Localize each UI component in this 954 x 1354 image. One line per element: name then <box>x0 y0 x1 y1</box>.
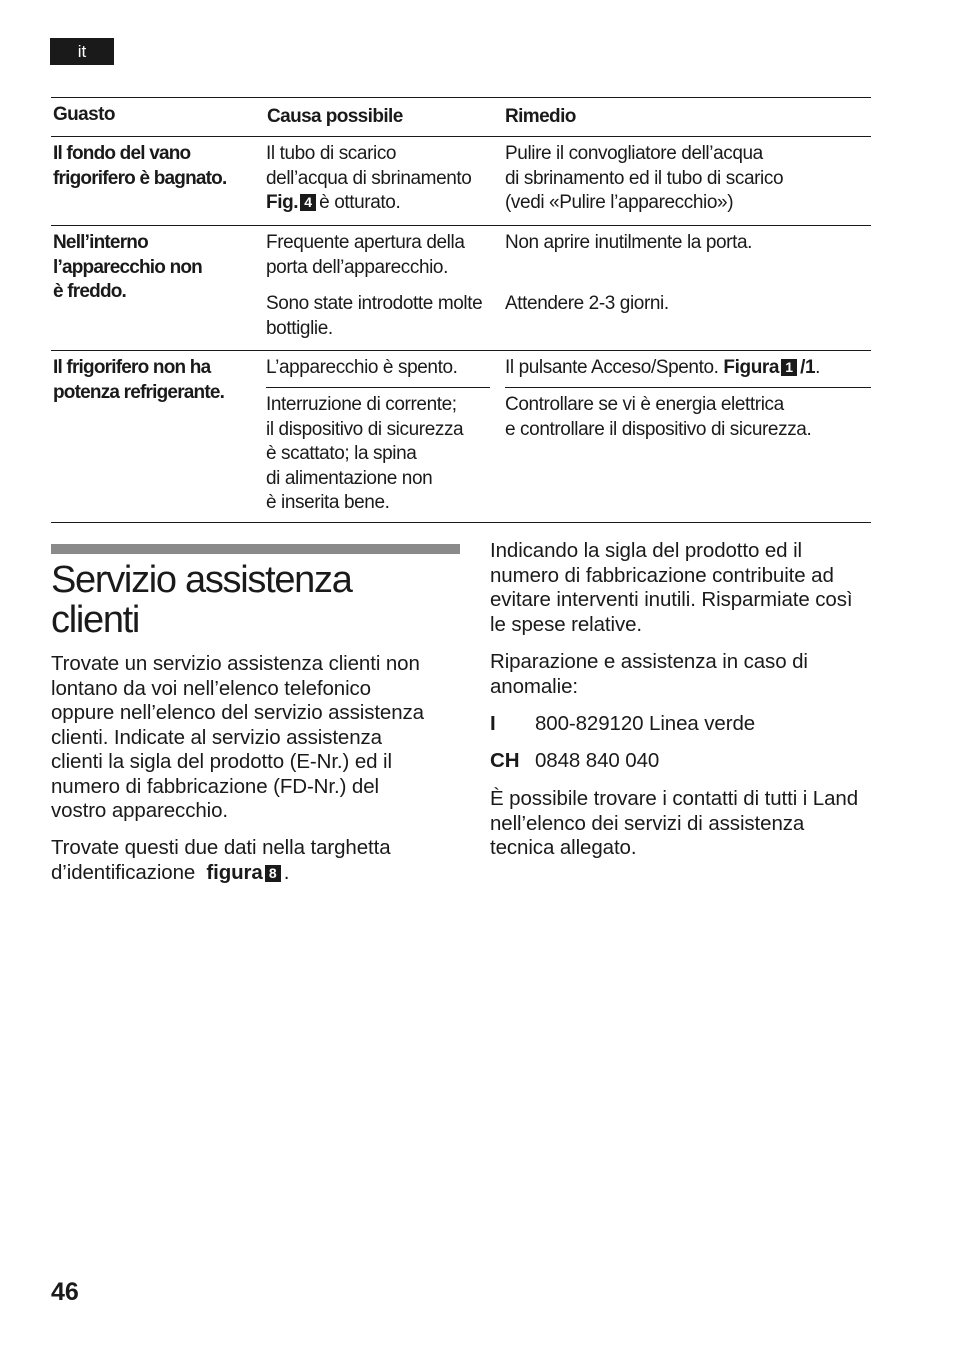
row2-cause2: Sono state introdotte molte bottiglie. <box>266 293 483 339</box>
row2-rule <box>51 350 871 351</box>
right-paragraph-1: Indicando la sigla del prodotto ed il numero di fabbricazione contribuite ad evitare interventi inutili. Risparmiate così le spese relative. <box>490 539 853 636</box>
row3-remedy2: Controllare se vi è energia elettrica e controllare il dispositivo di sicurezza. <box>505 394 812 440</box>
fig-number-badge: 4 <box>300 194 316 211</box>
figura-8-label: figura <box>206 860 263 884</box>
row1-fault: Il fondo del vano frigorifero è bagnato. <box>53 143 227 189</box>
row1-remedy: Pulire il convogliatore dell’acqua di sbrinamento ed il tubo di scarico (vedi «Pulire l’apparecchio») <box>505 143 784 213</box>
contact-value-italy: 800-829120 Linea verde <box>535 712 756 735</box>
row1-cause: Il tubo di scarico dell’acqua di sbrinamento Fig. 4 è otturato. <box>266 143 472 213</box>
figura-ref-label: Figura <box>723 357 780 378</box>
row2-remedy1: Non aprire inutilmente la porta. <box>505 232 753 253</box>
fig-ref-label: Fig. <box>266 192 299 213</box>
right-paragraph-2: Riparazione e assistenza in caso di anomalie: <box>490 650 808 698</box>
figura-8-badge: 8 <box>265 865 281 882</box>
contact-code-switzerland: CH <box>490 749 520 772</box>
row2-cause1: Frequente apertura della porta dell’apparecchio. <box>266 232 465 278</box>
header-cause: Causa possibile <box>267 106 403 127</box>
contact-code-italy: I <box>490 712 496 735</box>
header-fault: Guasto <box>53 104 115 125</box>
page-number: 46 <box>51 1278 79 1306</box>
language-badge: it <box>50 38 114 65</box>
table-header-rule <box>51 136 871 137</box>
section-divider-bar <box>51 544 460 554</box>
row3-cause1: L’apparecchio è spento. <box>266 357 458 378</box>
row2-fault: Nell’interno l’apparecchio non è freddo. <box>53 232 202 302</box>
header-remedy: Rimedio <box>505 106 576 127</box>
row2-remedy2: Attendere 2-3 giorni. <box>505 293 669 314</box>
row1-rule <box>51 225 871 226</box>
left-paragraph-2: Trovate questi due dati nella targhetta d’identificazione figura 8 . <box>51 836 391 884</box>
section-title: Servizio assistenza clienti <box>51 559 352 641</box>
row3-cause2: Interruzione di corrente; il dispositivo di sicurezza è scattato; la spina di alimentazione non è inserita bene. <box>266 394 464 513</box>
row3-remedy1: Il pulsante Acceso/Spento. Figura 1 /1. <box>505 357 821 378</box>
row3-remedy-rule <box>505 387 871 388</box>
row3-fault: Il frigorifero non ha potenza refrigerante. <box>53 357 225 403</box>
row3-cause-rule <box>266 387 490 388</box>
figura-number-badge: 1 <box>781 359 797 376</box>
contact-value-switzerland: 0848 840 040 <box>535 749 660 772</box>
left-paragraph-1: Trovate un servizio assistenza clienti non lontano da voi nell’elenco telefonico oppure nell’elenco del servizio assistenza clienti. Indicate al servizio assistenza clienti la sigla del prodotto (E-Nr.) ed il numero di fabbricazione (FD-Nr.) del vostro apparecchio. <box>51 652 424 822</box>
table-top-rule <box>51 97 871 98</box>
table-bottom-rule <box>51 522 871 523</box>
right-paragraph-3: È possibile trovare i contatti di tutti i Land nell’elenco dei servizi di assistenza tecnica allegato. <box>490 787 859 859</box>
